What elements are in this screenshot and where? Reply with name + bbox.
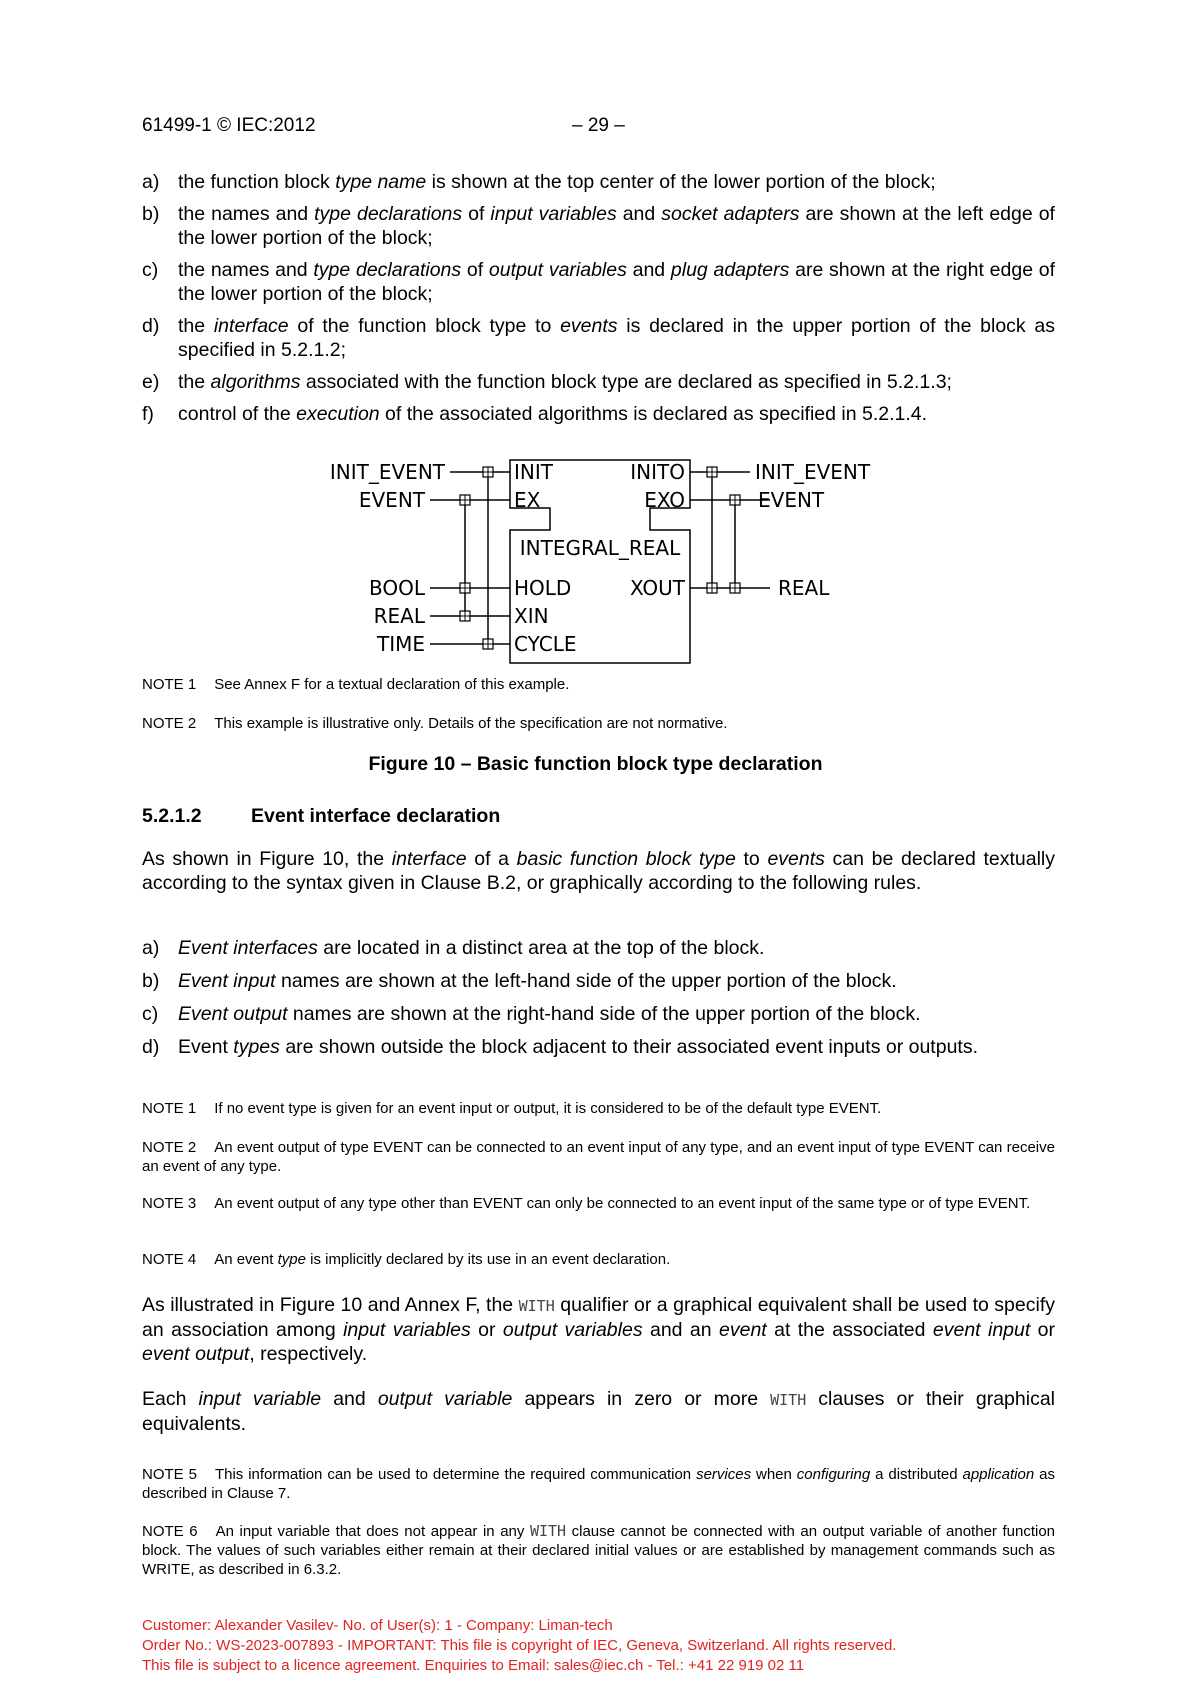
text-run: Each: [142, 1388, 199, 1410]
list-marker: c): [142, 1003, 159, 1025]
section-title: Event interface declaration: [251, 805, 501, 827]
list-item: [142, 370, 1055, 394]
type-name-label: INTEGRAL_REAL: [519, 536, 681, 560]
list-marker: d): [142, 1036, 160, 1058]
list-item: [142, 170, 1055, 194]
text-run: An event output of any type other than EVENT can only be connected to an event input of the same type or of type EVENT.: [214, 1195, 1031, 1212]
event-output-inito: INITO: [630, 460, 685, 484]
text-run: are shown at the left edge of the lower portion of the block;: [178, 203, 1055, 249]
text-run: output variable: [377, 1388, 513, 1410]
code-keyword: WITH: [770, 1391, 807, 1409]
real-type-label: REAL: [373, 604, 425, 628]
note-2: [142, 1138, 1055, 1176]
text-run: is declared in the upper portion of the block as specified in 5.2.1.2;: [178, 315, 1055, 361]
text-run: input variables: [343, 1319, 471, 1341]
text-run: output variables: [502, 1319, 643, 1341]
text-run: interface: [213, 315, 289, 337]
note-label: NOTE 3: [142, 1195, 197, 1212]
text-run: a distributed: [870, 1466, 963, 1483]
note-3: [142, 1194, 1055, 1213]
note-4: [142, 1250, 1055, 1269]
note-6: [142, 1522, 1055, 1579]
text-run: events: [767, 848, 825, 870]
text-run: This information can be used to determine the required communication: [214, 1466, 697, 1483]
section-heading: [142, 805, 500, 828]
page-header: [142, 115, 625, 137]
text-run: associated with the function block type are declared as specified in 5.2.1.3;: [300, 371, 952, 393]
text-run: If no event type is given for an event input or output, it is considered to be of the default type EVENT.: [214, 1100, 882, 1117]
text-run: the function block: [178, 171, 336, 193]
text-run: the names and: [178, 203, 315, 225]
text-run: An event output of type EVENT can be connected to an event input of any type, and an event input of type EVENT can receive an event of any type.: [142, 1139, 1055, 1175]
doc-reference: 61499-1 © IEC:2012: [142, 115, 316, 136]
text-run: the names and: [178, 259, 314, 281]
data-input-hold: HOLD: [514, 576, 572, 600]
text-run: socket adapters: [661, 203, 800, 225]
text-run: event output: [142, 1343, 250, 1365]
text-run: qualifier or a graphical equivalent shall be used to specify an association among: [142, 1294, 1056, 1341]
note-1: [142, 1099, 1055, 1118]
figure-caption: Figure 10 – Basic function block type declaration: [368, 753, 823, 775]
license-footer: [142, 1616, 896, 1676]
text-run: application: [962, 1466, 1035, 1483]
text-run: basic function block type: [516, 848, 736, 870]
text-run: Event: [178, 1036, 234, 1058]
text-run: are shown at the right edge of the lower portion of the block;: [178, 259, 1056, 305]
text-run: Event input: [178, 970, 276, 992]
text-run: to: [735, 848, 768, 870]
text-run: appears in zero or more: [512, 1388, 771, 1410]
left-event-label: EVENT: [358, 488, 425, 512]
text-run: and: [616, 203, 662, 225]
list-marker: f): [142, 403, 154, 425]
text-run: when: [751, 1466, 797, 1483]
text-run: configuring: [796, 1466, 871, 1483]
text-run: algorithms: [210, 371, 301, 393]
text-run: execution: [296, 403, 380, 425]
list-item: [142, 314, 1055, 362]
text-run: as described in Clause 7.: [142, 1466, 1055, 1502]
paragraph-variables: [142, 1387, 1055, 1436]
data-input-xin: XIN: [514, 604, 549, 628]
list-marker: b): [142, 203, 160, 225]
page-number: – 29 –: [572, 115, 625, 136]
list-marker: e): [142, 371, 160, 393]
function-block-diagram: [300, 448, 900, 683]
text-run: types: [233, 1036, 280, 1058]
note-label: NOTE 1: [142, 1100, 197, 1117]
text-run: An event: [214, 1251, 278, 1268]
text-run: , respectively.: [249, 1343, 368, 1365]
figure-note-2: [142, 714, 1055, 733]
code-keyword: WITH: [529, 1522, 567, 1540]
right-event-label: EVENT: [758, 488, 825, 512]
text-run: clause cannot be connected with an output variable of another function block. The values of such variables either remain at their declared initial values or are established by management commands such as WRITE, as described in 6.3.2.: [142, 1523, 1055, 1578]
text-run: input variable: [198, 1388, 322, 1410]
text-run: of the function block type to: [288, 315, 561, 337]
text-run: Event interfaces: [178, 937, 318, 959]
list-marker: a): [142, 171, 160, 193]
text-run: type name: [335, 171, 427, 193]
text-run: input variables: [490, 203, 617, 225]
note-label: NOTE 6: [142, 1523, 198, 1540]
diagram-svg: [300, 448, 900, 678]
note-label: NOTE 1: [142, 676, 197, 693]
text-run: type declarations: [314, 203, 463, 225]
text-run: plug adapters: [670, 259, 790, 281]
text-run: services: [696, 1466, 752, 1483]
event-input-init: INIT: [514, 460, 553, 484]
text-run: is implicitly declared by its use in an event declaration.: [305, 1251, 671, 1268]
text-run: events: [560, 315, 618, 337]
list-event-rules: [142, 936, 1055, 1059]
code-keyword: WITH: [518, 1297, 555, 1315]
text-run: clauses or their graphical equivalents.: [142, 1388, 1055, 1435]
text-run: type declarations: [313, 259, 462, 281]
text-run: interface: [391, 848, 467, 870]
text-run: is shown at the top center of the lower portion of the block;: [426, 171, 936, 193]
text-run: and: [321, 1388, 378, 1410]
note-label: NOTE 2: [142, 715, 197, 732]
figure-note-1: [142, 675, 1055, 694]
text-run: of a: [466, 848, 517, 870]
note-5: [142, 1465, 1055, 1503]
event-output-exo: EXO: [644, 488, 685, 512]
text-run: the: [178, 315, 214, 337]
text-run: event: [719, 1319, 767, 1341]
text-run: Event output: [178, 1003, 288, 1025]
text-run: event input: [932, 1319, 1031, 1341]
text-run: As shown in Figure 10, the: [142, 848, 392, 870]
text-run: can be declared textually according to the syntax given in Clause B.2, or graphically according to the following rules.: [142, 848, 1055, 894]
text-run: names are shown at the left-hand side of the upper portion of the block.: [275, 970, 897, 992]
note-label: NOTE 2: [142, 1139, 197, 1156]
list-item: [142, 202, 1055, 250]
section-number: 5.2.1.2: [142, 805, 202, 827]
note-text: See Annex F for a textual declaration of this example.: [214, 676, 570, 693]
text-run: the: [178, 371, 211, 393]
bool-type-label: BOOL: [369, 576, 425, 600]
list-item: [142, 258, 1055, 306]
left-init-event-label: INIT_EVENT: [329, 460, 445, 484]
text-run: As illustrated in Figure 10 and Annex F, the: [142, 1294, 519, 1316]
paragraph-with-qualifier: [142, 1293, 1055, 1366]
note-text: This example is illustrative only. Details of the specification are not normative.: [214, 715, 728, 732]
list-item: [142, 1002, 1055, 1026]
text-run: and: [626, 259, 671, 281]
text-run: and an: [642, 1319, 719, 1341]
list-marker: d): [142, 315, 160, 337]
time-type-label: TIME: [376, 632, 425, 656]
text-run: of: [462, 203, 491, 225]
data-output-xout: XOUT: [629, 576, 685, 600]
footer-line: Order No.: WS-2023-007893 - IMPORTANT: This file is copyright of IEC, Geneva, Switzerland. All rights reserved.: [142, 1637, 897, 1654]
text-run: at the associated: [766, 1319, 933, 1341]
event-input-ex: EX: [514, 488, 541, 512]
text-run: or: [470, 1319, 503, 1341]
text-run: An input variable that does not appear in any: [215, 1523, 530, 1540]
paragraph-intro: [142, 847, 1055, 895]
list-marker: c): [142, 259, 159, 281]
text-run: are shown outside the block adjacent to their associated event inputs or outputs.: [279, 1036, 979, 1058]
text-run: or: [1030, 1319, 1056, 1341]
list-item: [142, 402, 1055, 426]
text-run: control of the: [178, 403, 297, 425]
text-run: of: [461, 259, 489, 281]
list-item: [142, 1035, 1055, 1059]
list-block-requirements: [142, 170, 1055, 426]
list-marker: a): [142, 937, 160, 959]
data-input-cycle: CYCLE: [514, 632, 577, 656]
text-run: of the associated algorithms is declared as specified in 5.2.1.4.: [379, 403, 928, 425]
footer-line: Customer: Alexander Vasilev- No. of User(s): 1 - Company: Liman-tech: [142, 1617, 613, 1634]
footer-line: This file is subject to a licence agreement. Enquiries to Email: sales@iec.ch - Tel.: +41 22 919 02 11: [142, 1657, 805, 1674]
text-run: type: [277, 1251, 306, 1268]
list-item: [142, 969, 1055, 993]
right-real-label: REAL: [778, 576, 830, 600]
note-label: NOTE 5: [142, 1466, 197, 1483]
text-run: output variables: [488, 259, 627, 281]
list-item: [142, 936, 1055, 960]
list-marker: b): [142, 970, 160, 992]
text-run: names are shown at the right-hand side of the upper portion of the block.: [287, 1003, 921, 1025]
note-label: NOTE 4: [142, 1251, 197, 1268]
text-run: are located in a distinct area at the top of the block.: [317, 937, 765, 959]
right-init-event-label: INIT_EVENT: [755, 460, 871, 484]
